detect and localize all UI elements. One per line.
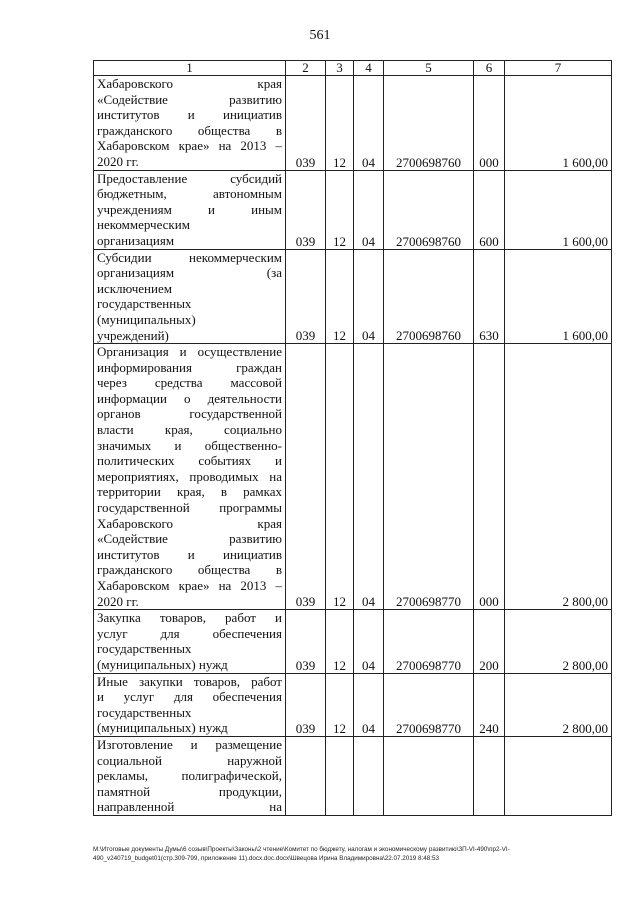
row-ministry-code: 039 <box>286 673 326 736</box>
row-name-line: институтов и инициатив <box>97 546 282 562</box>
row-name-line: услуг для обеспечения <box>97 625 282 641</box>
row-target-article: 2700698760 <box>384 170 474 249</box>
row-name-line: Субсидии некоммерческим <box>97 249 282 265</box>
row-name-line: направленной на <box>97 799 282 815</box>
row-target-article: 2700698760 <box>384 76 474 171</box>
table-row <box>94 736 612 815</box>
row-expense-type: 600 <box>474 170 505 249</box>
row-target-article: 2700698760 <box>384 249 474 344</box>
table-row <box>94 249 612 344</box>
row-name-line: институтов и инициатив <box>97 107 282 123</box>
table-row <box>94 170 612 249</box>
row-section-code: 12 <box>326 673 354 736</box>
row-amount: 1 600,00 <box>505 76 612 171</box>
row-subsection-code <box>354 736 384 815</box>
row-name-line: мероприятиях, проводимых на <box>97 468 282 484</box>
row-name-line: некоммерческим <box>97 217 190 233</box>
row-expense-type: 000 <box>474 344 505 610</box>
row-section-code: 12 <box>326 344 354 610</box>
row-name-line: социальной наружной <box>97 752 282 768</box>
row-name-line: 2020 гг. <box>97 153 139 169</box>
row-name-cell <box>94 170 286 249</box>
row-ministry-code: 039 <box>286 610 326 673</box>
row-name-cell <box>94 736 286 815</box>
row-name-line: Закупка товаров, работ и <box>97 610 282 626</box>
row-name-line: территории края, в рамках <box>97 484 282 500</box>
row-name-line: учреждений) <box>97 327 169 343</box>
row-ministry-code: 039 <box>286 344 326 610</box>
table-row <box>94 344 612 610</box>
document-path-footer <box>93 845 613 863</box>
footer-line-2: 490_v240719_budget01(стр.309-799, приложение 11).docx.doc.docx\Швецова Ирина Владимировна\22.07.2019 8:48:53 <box>93 855 440 862</box>
row-name-line: Иные закупки товаров, работ <box>97 673 282 689</box>
row-name-line: Хабаровском крае» на 2013 – <box>97 138 282 154</box>
row-expense-type: 000 <box>474 76 505 171</box>
row-expense-type: 200 <box>474 610 505 673</box>
budget-table <box>93 60 612 816</box>
row-name-line: бюджетным, автономным <box>97 186 282 202</box>
row-section-code: 12 <box>326 610 354 673</box>
row-subsection-code: 04 <box>354 76 384 171</box>
row-name-line: «Содействие развитию <box>97 91 282 107</box>
row-section-code <box>326 736 354 815</box>
row-expense-type: 630 <box>474 249 505 344</box>
table-row <box>94 76 612 171</box>
row-name-line: исключением <box>97 280 172 296</box>
row-subsection-code: 04 <box>354 344 384 610</box>
footer-line-1: M:\Итоговые документы Думы\6 созыв\Проекты\Законы\2 чтение\Комитет по бюджету, налогам и экономическому развитию\ЗП-VI-490\пр2-VI- <box>93 846 510 853</box>
row-name-cell <box>94 344 286 610</box>
row-name-cell <box>94 76 286 171</box>
row-name-line: через средства массовой <box>97 375 282 391</box>
row-amount: 1 600,00 <box>505 249 612 344</box>
row-name-line: организациям (за <box>97 265 282 281</box>
page-number: 561 <box>309 28 331 43</box>
row-amount: 2 800,00 <box>505 673 612 736</box>
row-name-line: (муниципальных) <box>97 311 196 327</box>
row-name-line: государственных <box>97 704 192 720</box>
row-name-line: и услуг для обеспечения <box>97 689 282 705</box>
row-name-line: (муниципальных) нужд <box>97 720 228 736</box>
row-name-line: значимых и общественно- <box>97 437 282 453</box>
column-header-7: 7 <box>505 61 612 76</box>
row-name-cell <box>94 610 286 673</box>
row-amount: 2 800,00 <box>505 344 612 610</box>
row-name-cell <box>94 673 286 736</box>
row-name-line: Предоставление субсидий <box>97 170 282 186</box>
row-name-line: Хабаровском крае» на 2013 – <box>97 578 282 593</box>
row-section-code: 12 <box>326 249 354 344</box>
table-row <box>94 610 612 673</box>
row-ministry-code: 039 <box>286 170 326 249</box>
row-subsection-code: 04 <box>354 673 384 736</box>
row-subsection-code: 04 <box>354 610 384 673</box>
row-name-line: политических событиях и <box>97 453 282 469</box>
row-name-line: гражданского общества в <box>97 122 282 138</box>
table-row <box>94 673 612 736</box>
row-name-line: государственных <box>97 296 192 312</box>
row-name-line: государственной программы <box>97 500 282 516</box>
row-expense-type <box>474 736 505 815</box>
column-header-2: 2 <box>286 61 326 76</box>
row-name-line: информации о деятельности <box>97 390 282 406</box>
row-name-line: Организация и осуществление <box>97 344 282 360</box>
row-target-article: 2700698770 <box>384 673 474 736</box>
row-name-line: органов государственной <box>97 406 282 422</box>
header-row <box>94 61 612 76</box>
row-expense-type: 240 <box>474 673 505 736</box>
row-name-line: (муниципальных) нужд <box>97 656 228 672</box>
column-header-5: 5 <box>384 61 474 76</box>
row-name-line: организациям <box>97 232 175 248</box>
column-header-4: 4 <box>354 61 384 76</box>
row-ministry-code: 039 <box>286 76 326 171</box>
column-header-3: 3 <box>326 61 354 76</box>
row-name-cell <box>94 249 286 344</box>
row-target-article: 2700698770 <box>384 344 474 610</box>
row-name-line: Изготовление и размещение <box>97 736 282 752</box>
row-name-line: учреждениям и иным <box>97 201 282 217</box>
row-subsection-code: 04 <box>354 249 384 344</box>
row-name-line: Хабаровского края <box>97 76 282 91</box>
row-name-line: Хабаровского края <box>97 515 282 531</box>
row-name-line: власти края, социально <box>97 422 282 438</box>
row-name-line: памятной продукции, <box>97 783 282 799</box>
row-amount: 1 600,00 <box>505 170 612 249</box>
row-name-line: гражданского общества в <box>97 562 282 578</box>
row-name-line: государственных <box>97 641 192 657</box>
row-section-code: 12 <box>326 170 354 249</box>
row-name-line: информирования граждан <box>97 359 282 375</box>
row-amount: 2 800,00 <box>505 610 612 673</box>
row-ministry-code <box>286 736 326 815</box>
row-target-article: 2700698770 <box>384 610 474 673</box>
row-name-line: 2020 гг. <box>97 593 139 609</box>
row-name-line: рекламы, полиграфической, <box>97 768 282 784</box>
row-section-code: 12 <box>326 76 354 171</box>
row-subsection-code: 04 <box>354 170 384 249</box>
row-ministry-code: 039 <box>286 249 326 344</box>
column-header-6: 6 <box>474 61 505 76</box>
row-target-article <box>384 736 474 815</box>
row-name-line: «Содействие развитию <box>97 531 282 547</box>
column-header-1: 1 <box>94 61 286 76</box>
row-amount <box>505 736 612 815</box>
